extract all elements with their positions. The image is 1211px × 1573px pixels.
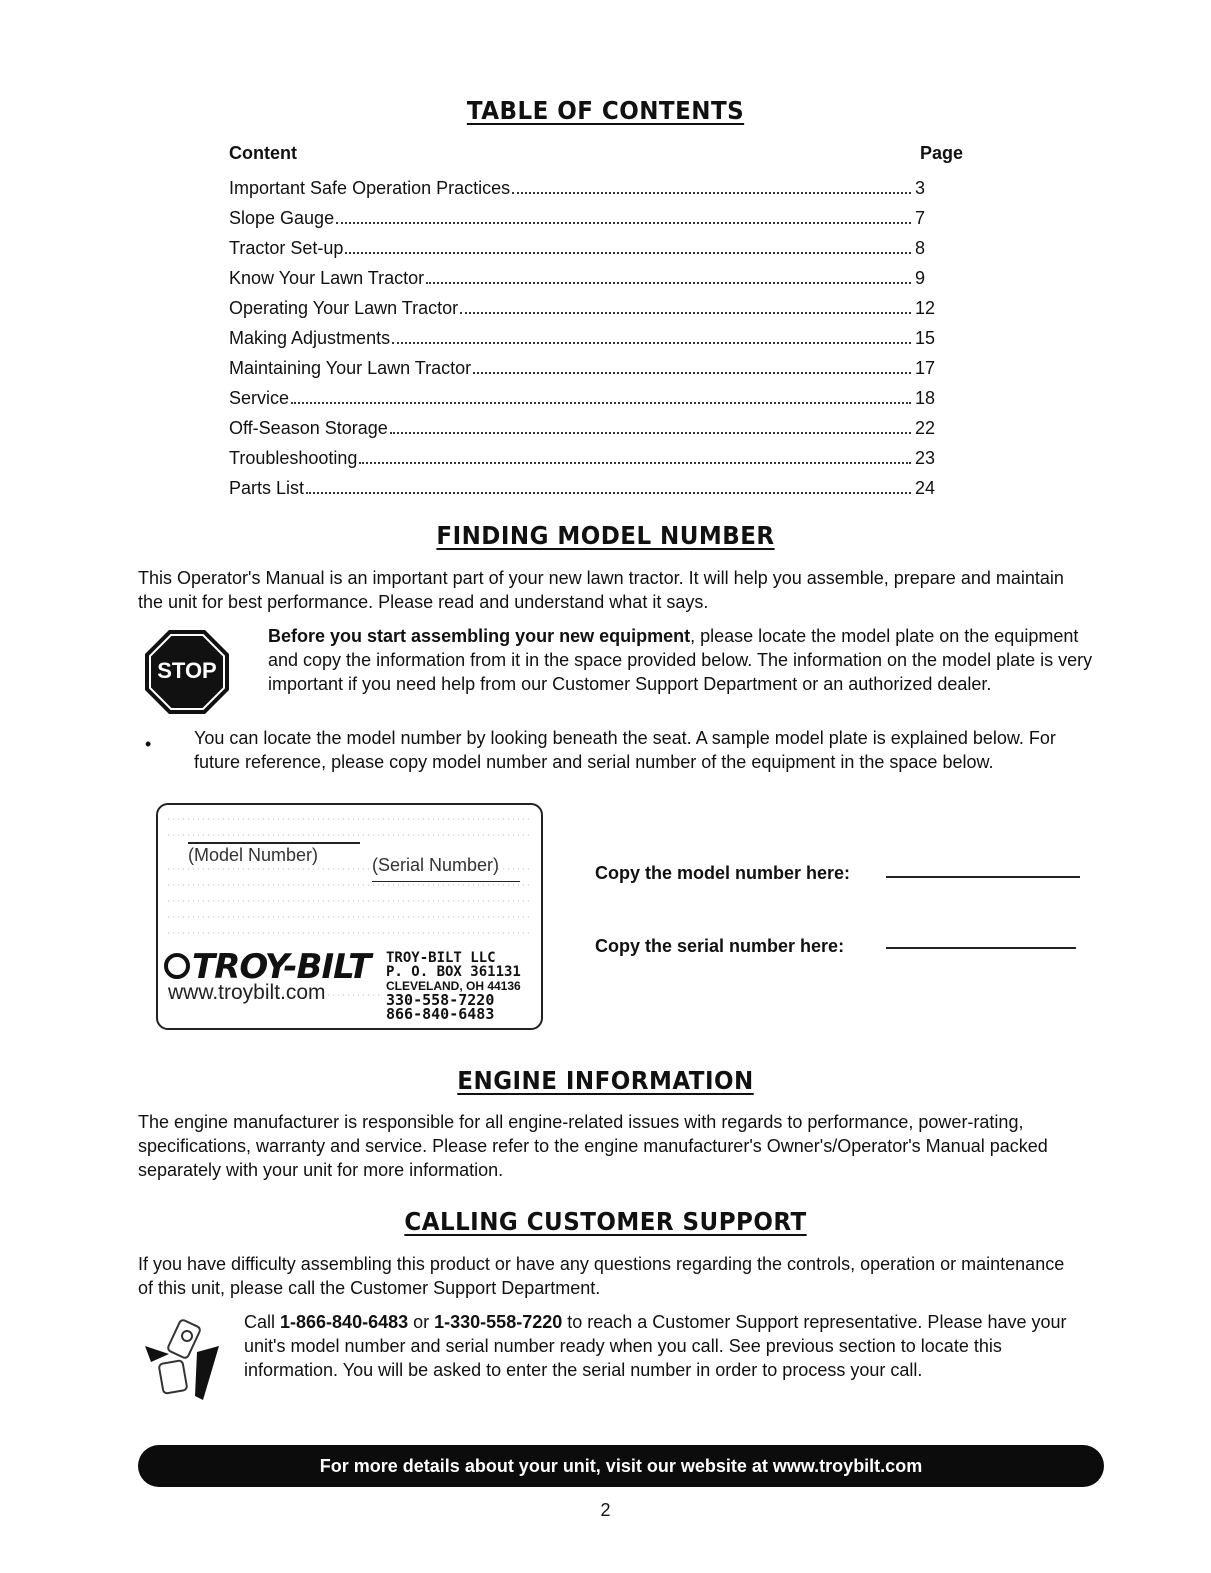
toc-list <box>229 143 963 503</box>
stop-notice <box>268 624 1098 696</box>
toc-dot-leader <box>390 431 911 434</box>
bullet-icon: • <box>145 734 152 754</box>
toc-dot-leader <box>345 251 911 254</box>
toc-dot-leader <box>359 461 911 464</box>
toc-entry-label: Operating Your Lawn Tractor <box>229 298 459 318</box>
brand-logo: TROY-BILT <box>192 947 371 987</box>
plate-serial-label: (Serial Number) <box>372 855 500 875</box>
toc-entry-label: Tractor Set-up <box>229 238 344 258</box>
toc-entry-page: 8 <box>915 238 926 258</box>
stop-notice-bold: Before you start assembling your new equipment <box>268 626 691 646</box>
toc-entry[interactable] <box>229 293 963 323</box>
stop-notice-text: , please locate the model plate on the equipment and copy the information from it in the space provided below. The information on the model plate is very important if you need help from our Customer Support Department or an authorized dealer. <box>268 626 1093 694</box>
plate-po-box: P. O. BOX 361131 <box>386 964 521 980</box>
toc-entry-page: 24 <box>915 478 936 498</box>
phone-icon <box>143 1316 223 1404</box>
toc-entry-label: Maintaining Your Lawn Tractor <box>229 358 472 378</box>
plate-model-label: (Model Number) <box>188 845 319 865</box>
toc-entry-page: 17 <box>915 358 936 378</box>
toc-dot-leader <box>460 311 911 314</box>
toc-entry-label: Slope Gauge <box>229 208 335 228</box>
engine-section-title: ENGINE INFORMATION <box>457 1066 754 1095</box>
toc-dot-leader <box>426 281 911 284</box>
toc-entry-page: 3 <box>915 178 926 198</box>
toc-entry-label: Know Your Lawn Tractor <box>229 268 425 288</box>
copy-model-label: Copy the model number here: <box>595 863 851 883</box>
toc-entry-label: Service <box>229 388 290 408</box>
stop-sign-icon <box>143 628 231 716</box>
support-call-text <box>244 1310 1094 1382</box>
copy-serial-label: Copy the serial number here: <box>595 936 845 956</box>
toc-entry-label: Important Safe Operation Practices <box>229 178 511 198</box>
toc-entry[interactable] <box>229 443 963 473</box>
toc-dot-leader <box>291 401 911 404</box>
toc-entry[interactable] <box>229 413 963 443</box>
toc-entry-page: 23 <box>915 448 936 468</box>
plate-phone2: 866-840-6483 <box>386 1005 495 1023</box>
engine-text: The engine manufacturer is responsible for all engine-related issues with regards to performance, power-rating, specifications, warranty and service. Please refer to the engine manufacturer's Owner's/Operator's Manual packed separately with your unit for more information. <box>138 1112 1048 1180</box>
toc-dot-leader <box>473 371 911 374</box>
toc-entry-page: 9 <box>915 268 926 288</box>
toc-entry-page: 7 <box>915 208 926 228</box>
toc-entry-label: Making Adjustments <box>229 328 391 348</box>
toc-entry-page: 22 <box>915 418 936 438</box>
toc-entry[interactable] <box>229 383 963 413</box>
toc-dot-leader <box>336 221 911 224</box>
toc-header-row <box>229 143 963 173</box>
toc-entry-page: 18 <box>915 388 936 408</box>
toc-dot-leader <box>306 491 911 494</box>
model-plate <box>156 803 543 1030</box>
toc-entry[interactable] <box>229 263 963 293</box>
plate-website: www.troybilt.com <box>168 981 326 1004</box>
support-intro: If you have difficulty assembling this product or have any questions regarding the controls, operation or maintenance of this unit, please call the Customer Support Department. <box>138 1254 1065 1298</box>
toc-entry-page: 12 <box>915 298 936 318</box>
toc-entry[interactable] <box>229 323 963 353</box>
plate-address <box>386 951 521 1021</box>
brand-logo-icon <box>164 953 190 979</box>
toc-dot-leader <box>512 191 911 194</box>
toc-entry[interactable] <box>229 473 963 503</box>
bullet-text: You can locate the model number by looking beneath the seat. A sample model plate is explained below. For future reference, please copy model number and serial number of the equipment in the space below. <box>194 728 1056 772</box>
toc-entry[interactable] <box>229 203 963 233</box>
model-intro-text: This Operator's Manual is an important part of your new lawn tractor. It will help you assemble, prepare and maintain the unit for best performance. Please read and understand what it says. <box>138 568 1064 612</box>
toc-title: TABLE OF CONTENTS <box>466 96 745 125</box>
toc-dot-leader <box>392 341 911 344</box>
call-or: or <box>408 1312 435 1332</box>
toc-entry-label: Parts List <box>229 478 305 498</box>
toc-entry[interactable] <box>229 353 963 383</box>
toc-entry[interactable] <box>229 173 963 203</box>
plate-city: CLEVELAND, OH 44136 <box>386 979 521 993</box>
stop-sign-label: STOP <box>157 658 217 683</box>
toc-content-header: Content <box>229 143 297 163</box>
toc-entry-page: 15 <box>915 328 936 348</box>
serial-number-line[interactable] <box>886 947 1076 949</box>
toc-entry[interactable] <box>229 233 963 263</box>
call-prefix: Call <box>244 1312 281 1332</box>
page-number: 2 <box>600 1500 611 1520</box>
footer-website-bar[interactable]: For more details about your unit, visit our website at www.troybilt.com <box>138 1445 1104 1487</box>
call-suffix: to reach a Customer Support representative. Please have your unit's model number and serial number ready when you call. See previous section to locate this information. You will be asked to enter the serial number in order to process your call. <box>244 1312 1067 1380</box>
plate-phone1: 330-558-7220 <box>386 991 495 1009</box>
toc-entry-label: Troubleshooting <box>229 448 358 468</box>
model-number-line[interactable] <box>886 876 1080 878</box>
toc-page-header: Page <box>919 143 963 163</box>
model-section-title: FINDING MODEL NUMBER <box>436 521 775 550</box>
support-phone1[interactable]: 1-866-840-6483 <box>280 1312 409 1332</box>
support-phone2[interactable]: 1-330-558-7220 <box>434 1312 563 1332</box>
plate-company: TROY-BILT LLC <box>386 950 496 966</box>
support-section-title: CALLING CUSTOMER SUPPORT <box>404 1207 807 1236</box>
toc-entry-label: Off-Season Storage <box>229 418 388 438</box>
